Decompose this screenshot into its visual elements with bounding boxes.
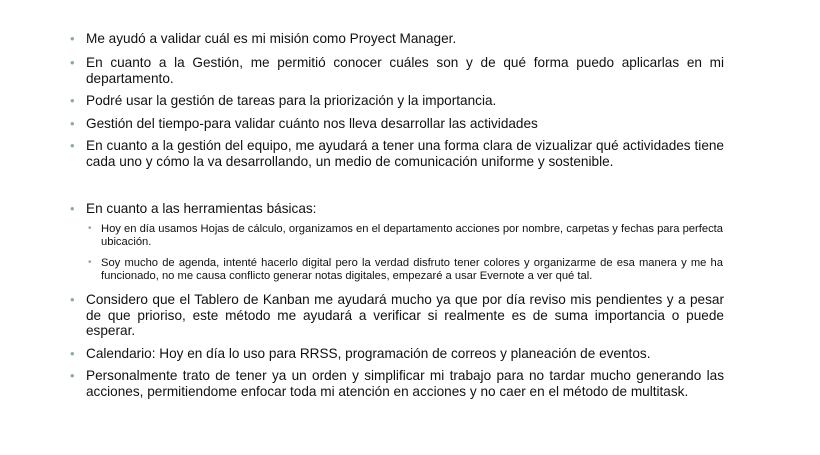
bullet-item-gestion — [70, 55, 724, 86]
item-text: Me ayudó a validar cuál es mi misión como Proyect Manager. — [86, 31, 457, 46]
item-text: Considero que el Tablero de Kanban me ayudará mucho ya que por día reviso mis pendientes y a pesar de que prioriso, este método me ayudará a verificar si realmente es de suma importancia o puede esperar. — [86, 292, 724, 338]
bullet-icon: • — [70, 93, 75, 108]
bullet-icon: • — [70, 55, 75, 70]
item-text: Calendario: Hoy en día lo uso para RRSS, programación de correos y planeación de eventos. — [86, 346, 651, 361]
item-text: Soy mucho de agenda, intenté hacerlo digital pero la verdad disfruto tener colores y organizarme de esa manera y me ha funcionado, no me causa conflicto generar notas digitales, empezaré a usar Evernote a ver qué tal. — [101, 257, 723, 282]
bullet-icon: • — [70, 116, 75, 131]
bullet-item-tareas — [70, 93, 724, 109]
bullet-icon: • — [70, 292, 75, 307]
item-text: En cuanto a la gestión del equipo, me ayudará a tener una forma clara de vizualizar qué actividades tiene cada uno y cómo la va desarrollando, un medio de comunicación uniforme y sostenible. — [86, 138, 724, 169]
bullet-item-calendario — [70, 346, 724, 362]
item-text: Gestión del tiempo-para validar cuánto nos lleva desarrollar las actividades — [86, 116, 538, 131]
bullet-item-herramientas — [70, 201, 724, 217]
bullet-item-tiempo — [70, 116, 724, 132]
sub-item-agenda — [88, 257, 723, 283]
sub-item-hojas-calculo — [88, 223, 723, 249]
bullet-icon: • — [70, 346, 75, 361]
bullet-item-kanban — [70, 292, 724, 339]
bullet-icon: • — [88, 257, 92, 268]
bullet-item-personalmente — [70, 368, 724, 399]
item-text: Podré usar la gestión de tareas para la priorización y la importancia. — [86, 93, 497, 108]
bullet-icon: • — [88, 223, 92, 234]
bullet-icon: • — [70, 138, 75, 153]
bullet-icon: • — [70, 201, 75, 216]
bullet-item-mision — [70, 31, 724, 47]
bullet-icon: • — [70, 31, 75, 46]
item-text: Personalmente trato de tener ya un orden y simplificar mi trabajo para no tardar mucho generando las acciones, permitiendome enfocar toda mi atención en acciones y no caer en el método de multitask. — [86, 368, 724, 399]
item-text: En cuanto a las herramientas básicas: — [86, 201, 317, 216]
item-text: Hoy en día usamos Hojas de cálculo, organizamos en el departamento acciones por nombre, carpetas y fechas para perfecta ubicación. — [101, 223, 723, 248]
bullet-item-equipo — [70, 138, 724, 169]
bullet-icon: • — [70, 368, 75, 383]
item-text: En cuanto a la Gestión, me permitió conocer cuáles son y de qué forma puedo aplicarlas en mi departamento. — [86, 55, 724, 86]
